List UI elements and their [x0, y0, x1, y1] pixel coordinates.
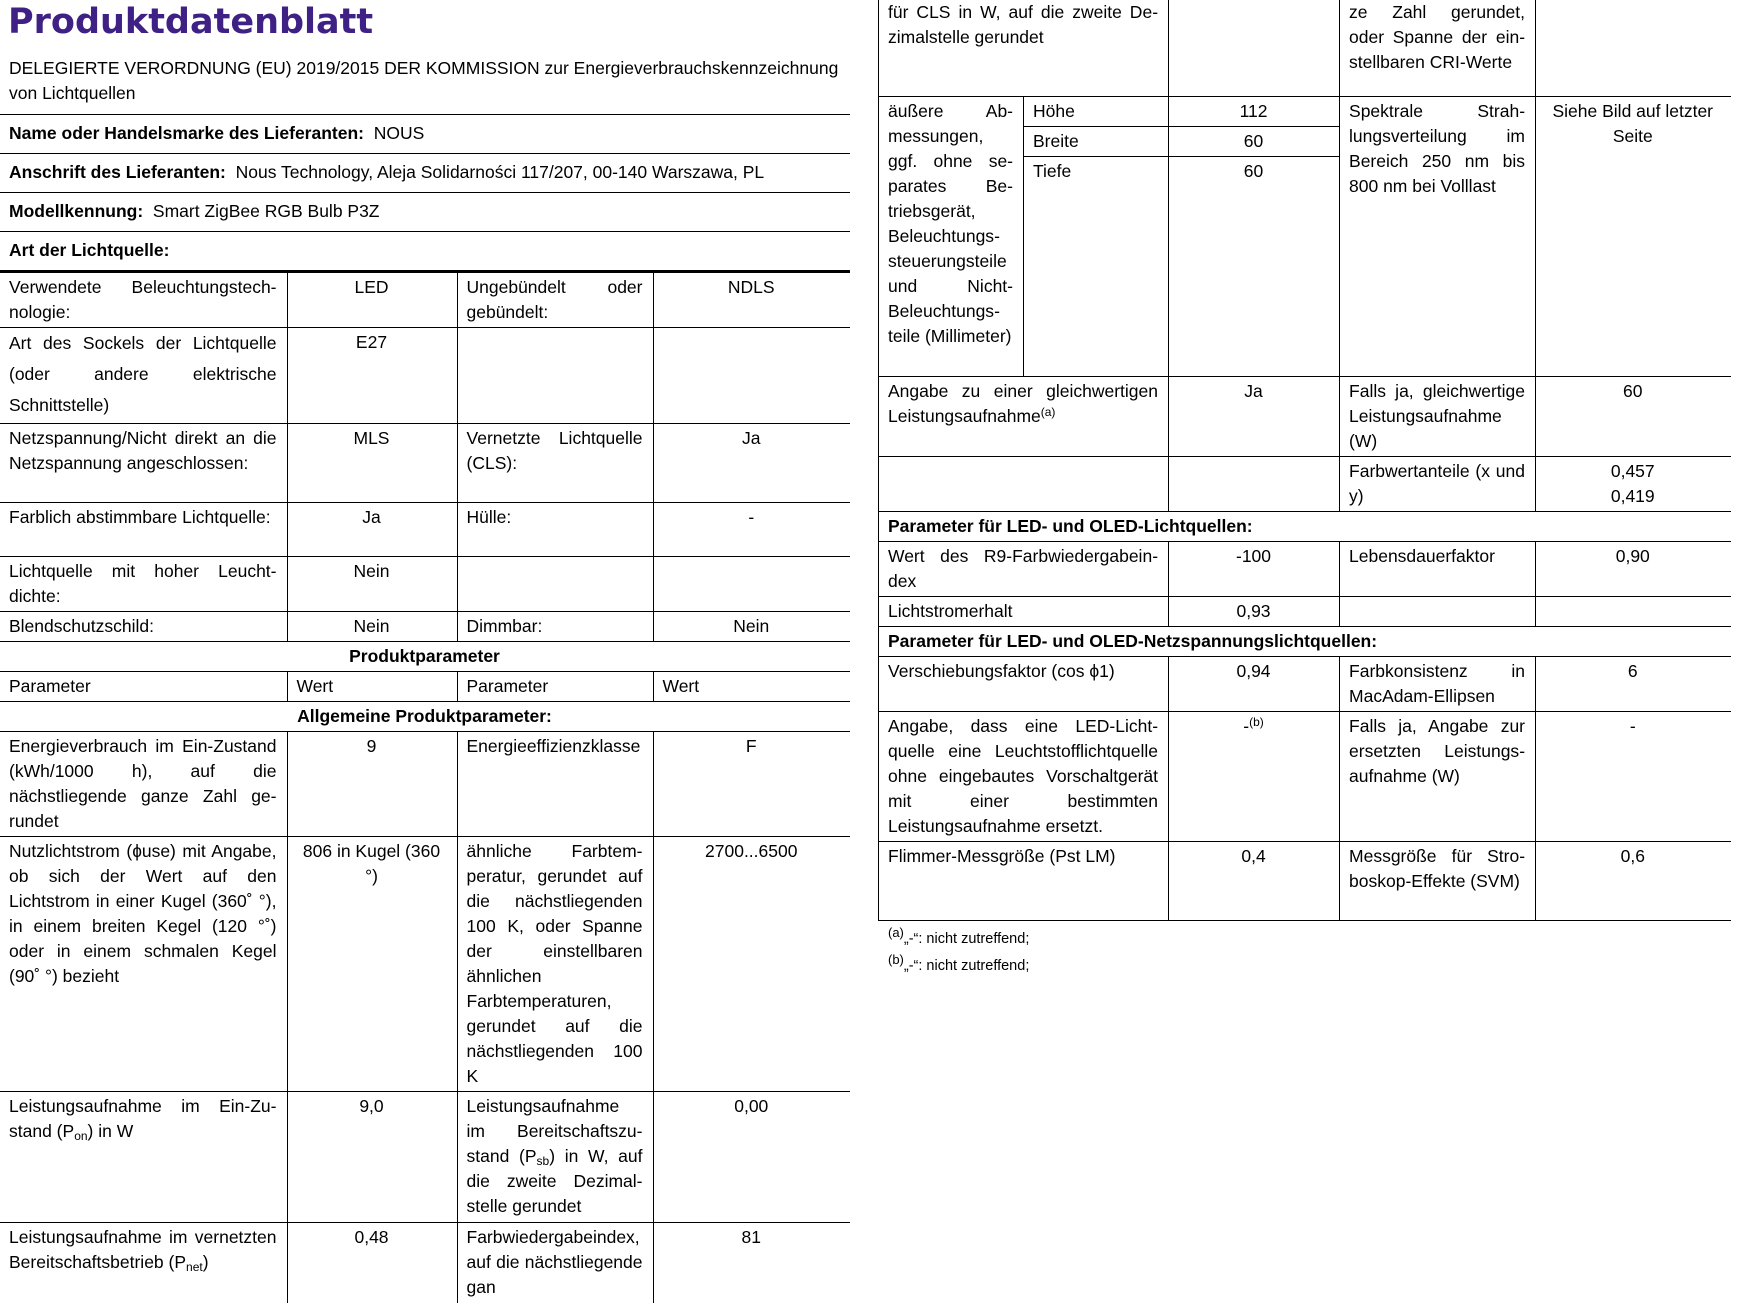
supplier-name-label: Name oder Handelsmarke des Lieferanten: — [9, 123, 364, 143]
param-value: F — [653, 732, 850, 837]
supplier-address-row — [0, 154, 850, 193]
spectral-value: Siehe Bild auf letzter Seite — [1536, 96, 1731, 376]
page-title: Produktdatenblatt — [8, 2, 374, 42]
param-value: MLS — [287, 424, 457, 503]
table-row — [0, 503, 850, 557]
param-label: Blendschutzschild: — [0, 612, 287, 642]
param-value: 0,94 — [1169, 656, 1340, 711]
param-value: Nein — [287, 612, 457, 642]
table-row — [0, 837, 850, 1092]
type-rows — [0, 273, 850, 642]
param-value: - — [653, 503, 850, 557]
empty-cell — [1169, 456, 1340, 511]
general-heading: Allgemeine Produktparameter: — [0, 702, 850, 732]
product-params-heading: Produktparameter — [0, 642, 850, 672]
table-row — [0, 1092, 850, 1223]
table-row — [879, 596, 1731, 626]
footnotes — [878, 921, 1730, 981]
power-sb-label: Leistungsaufnahme im Bereitschaftszustand $(P_{sb})$ in W, auf die zweite Dezimalstelle gerundet — [457, 1092, 653, 1223]
led-heading: Parameter für LED- und OLED-Lichtquellen: — [879, 511, 1731, 541]
supplier-name-row — [0, 115, 850, 154]
table-row — [879, 541, 1731, 596]
param-value: 0,6 — [1536, 841, 1731, 920]
param-label: Lichtquelle mit hoher Leuchtdichte: — [0, 557, 287, 612]
right-column — [878, 0, 1730, 981]
param-value — [653, 328, 850, 424]
height-value: 112 — [1169, 96, 1340, 126]
left-table — [0, 272, 850, 1303]
param-label: Energieverbrauch im Ein-Zustand (kWh/1000 h), auf die nächstliegende ganze Zahl gerundet — [0, 732, 287, 837]
table-row — [0, 1223, 850, 1303]
section-heading-row — [879, 511, 1731, 541]
param-value: - — [1536, 711, 1731, 841]
param-label: Nutzlichtstrom (ɸuse) mit Angabe, ob sich der Wert auf den Lichtstrom in einer Kugel (360˚ °), in einem breiten Kegel (120 °˚) oder in einem schmalen Kegel (90˚ °) bezieht — [0, 837, 287, 1092]
footnote: $^{(a)}$„-“: nicht zutreffend; — [888, 924, 1030, 947]
chromaticity-value: 0,457 0,419 — [1536, 456, 1731, 511]
power-net-label: Leistungsaufnahme im vernetzten Bereitschaftsbetrieb $(P_{net})$ — [0, 1223, 287, 1303]
col-header-param: Parameter — [0, 672, 287, 702]
param-value — [1169, 0, 1340, 96]
param-value — [1536, 0, 1731, 96]
param-label: Lichtstromerhalt — [879, 596, 1169, 626]
model-label: Modellkennung: — [9, 201, 144, 221]
height-label: Höhe — [1024, 96, 1169, 126]
table-row — [879, 456, 1731, 511]
regulation-intro: DELEGIERTE VERORDNUNG (EU) 2019/2015 DER KOMMISSION zur Energieverbrauchskennzeichnung von Lichtquellen — [0, 44, 850, 115]
param-value: -100 — [1169, 541, 1340, 596]
dimensions-label: äußere Abmessungen, ggf. ohne separates Betriebsgerät, Beleuchtungssteuerungsteile und Nicht-Beleuchtungsteile (Millimeter) — [879, 96, 1024, 376]
cri-label: Farbwiedergabeindex, auf die nächstliegende gan — [457, 1223, 653, 1303]
dimensions-row — [879, 96, 1731, 126]
param-label: Ungebündelt oder gebündelt: — [457, 273, 653, 328]
table-row — [879, 711, 1731, 841]
param-label: Energieeffizienzklasse — [457, 732, 653, 837]
table-row — [0, 612, 850, 642]
param-value: 0,93 — [1169, 596, 1340, 626]
section-heading-row — [0, 702, 850, 732]
spectral-label: Spektrale Strahlungsverteilung im Bereich 250 nm bis 800 nm bei Volllast — [1340, 96, 1536, 376]
param-label: Falls ja, gleichwertige Leistungsaufnahme (W) — [1340, 376, 1536, 456]
table-row — [879, 376, 1731, 456]
section-heading-row — [0, 642, 850, 672]
table-row — [0, 732, 850, 837]
param-label: ähnliche Farbtemperatur, gerundet auf die nächstliegenden 100 K, oder Spanne der einstellbaren ähnlichen Farbtemperaturen, gerundet auf die nächstliegenden 100 K — [457, 837, 653, 1092]
mains-heading: Parameter für LED- und OLED-Netzspannungslichtquellen: — [879, 626, 1731, 656]
param-value: 0,90 — [1536, 541, 1731, 596]
param-value: Nein — [287, 557, 457, 612]
depth-label: Tiefe — [1024, 156, 1169, 376]
param-value: 0,4 — [1169, 841, 1340, 920]
param-value: NDLS — [653, 273, 850, 328]
param-value: 60 — [1536, 376, 1731, 456]
light-source-type-label: Art der Lichtquelle: — [9, 240, 170, 260]
param-value — [1536, 596, 1731, 626]
power-on-value: 9,0 — [287, 1092, 457, 1223]
param-value: 6 — [1536, 656, 1731, 711]
table-row — [0, 424, 850, 503]
table-row — [879, 656, 1731, 711]
param-label: Farbkonsistenz in MacAdam-Ellipsen — [1340, 656, 1536, 711]
depth-value: 60 — [1169, 156, 1340, 376]
param-label: Netzspannung/Nicht direkt an die Netzspannung angeschlossen: — [0, 424, 287, 503]
param-label: Lebensdauerfaktor — [1340, 541, 1536, 596]
cri-value: 81 — [653, 1223, 850, 1303]
param-value: Ja — [287, 503, 457, 557]
equivalent-power-value: Ja — [1169, 376, 1340, 456]
param-label — [1340, 596, 1536, 626]
param-label: Falls ja, Angabe zur ersetzten Leistungsaufnahme (W) — [1340, 711, 1536, 841]
table-row — [0, 557, 850, 612]
param-label: Verwendete Beleuchtungstechnologie: — [0, 273, 287, 328]
power-net-value: 0,48 — [287, 1223, 457, 1303]
param-label: Vernetzte Lichtquelle (CLS): — [457, 424, 653, 503]
width-label: Breite — [1024, 126, 1169, 156]
empty-cell — [879, 456, 1169, 511]
section-heading-row — [879, 626, 1731, 656]
param-value: Ja — [653, 424, 850, 503]
param-label: ze Zahl gerundet, oder Spanne der einstellbaren CRI-Werte — [1340, 0, 1536, 96]
supplier-name-value: NOUS — [373, 123, 425, 143]
param-value — [653, 557, 850, 612]
param-value: 9 — [287, 732, 457, 837]
model-value: Smart ZigBee RGB Bulb P3Z — [152, 201, 380, 221]
footnote: $^{(b)}$„-“: nicht zutreffend; — [888, 951, 1030, 974]
param-label: Verschiebungsfaktor (cos ϕ1) — [879, 656, 1169, 711]
param-label: Hülle: — [457, 503, 653, 557]
right-table — [878, 0, 1731, 921]
param-label: Flimmer-Messgröße (Pst LM) — [879, 841, 1169, 920]
product-params — [0, 642, 850, 1303]
light-source-type-row — [0, 232, 850, 272]
param-label: Farblich abstimmbare Lichtquelle: — [0, 503, 287, 557]
param-value: 2700...6500 — [653, 837, 850, 1092]
chromaticity-label: Farbwertanteile (x und y) — [1340, 456, 1536, 511]
left-column — [0, 0, 850, 1303]
table-row — [0, 328, 850, 424]
param-value: 806 in Kugel (360 °) — [287, 837, 457, 1092]
supplier-address-label: Anschrift des Lieferanten: — [9, 162, 226, 182]
equivalent-power-label: Angabe zu einer gleichwertigen Leistungsaufnahme$^{(a)}$ — [879, 376, 1169, 456]
column-header-row — [0, 672, 850, 702]
param-label — [457, 328, 653, 424]
table-row — [879, 841, 1731, 920]
col-header-value: Wert — [653, 672, 850, 702]
table-row — [879, 0, 1731, 96]
param-value: LED — [287, 273, 457, 328]
col-header-value: Wert — [287, 672, 457, 702]
model-row — [0, 193, 850, 232]
param-label: Messgröße für Stroboskop-Effekte (SVM) — [1340, 841, 1536, 920]
width-value: 60 — [1169, 126, 1340, 156]
param-label: für CLS in W, auf die zweite Dezimalstelle gerundet — [879, 0, 1169, 96]
power-on-label: Leistungsaufnahme im Ein-Zustand $(P_{on})$ in W — [0, 1092, 287, 1223]
param-label — [457, 557, 653, 612]
param-label: Angabe, dass eine LED-Lichtquelle eine Leuchtstofflichtquelle ohne eingebautes Vorschaltgerät mit einer bestimmten Leistungsaufnahme ersetzt. — [879, 711, 1169, 841]
param-value: Nein — [653, 612, 850, 642]
param-label: Wert des R9-Farbwiedergabeindex — [879, 541, 1169, 596]
supplier-address-value: Nous Technology, Aleja Solidarności 117/207, 00-140 Warszawa, PL — [235, 162, 765, 182]
table-row — [0, 273, 850, 328]
power-sb-value: 0,00 — [653, 1092, 850, 1223]
col-header-param: Parameter — [457, 672, 653, 702]
param-label: Art des Sockels der Lichtquelle (oder andere elektrische Schnittstelle) — [0, 328, 287, 424]
param-label: Dimmbar: — [457, 612, 653, 642]
param-value: -$^{(b)}$ — [1169, 711, 1340, 841]
param-value: E27 — [287, 328, 457, 424]
